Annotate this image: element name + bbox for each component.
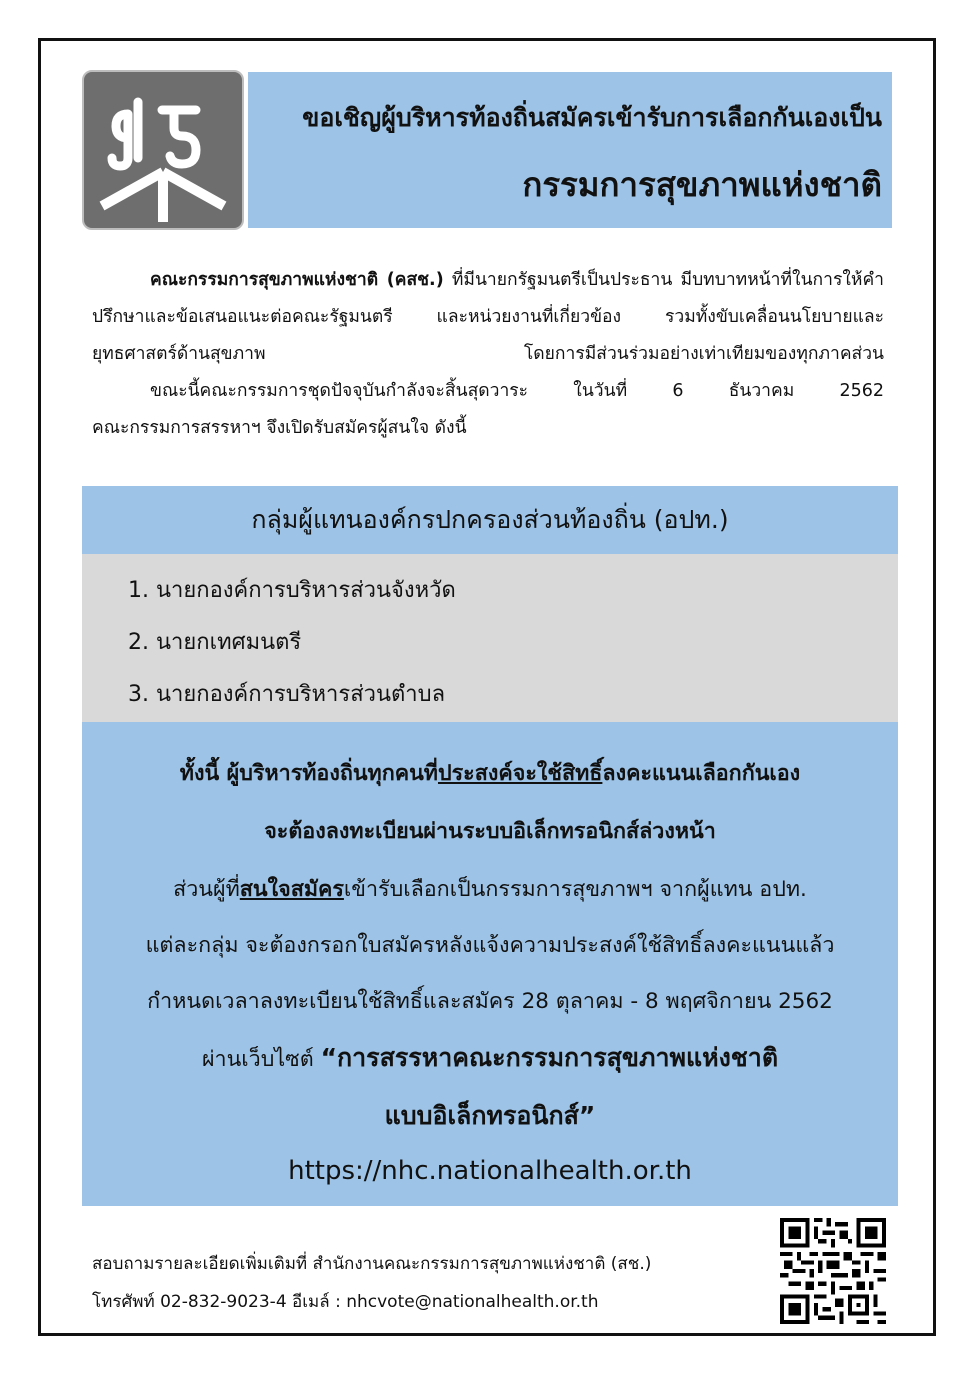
nhco-logo [82, 70, 244, 230]
notice-line-3 [82, 872, 898, 906]
notice-line-1-b: ลงคะแนนเลือกกันเอง [602, 761, 801, 786]
intro-paragraph-1 [92, 262, 884, 373]
contact-line-1: สอบถามรายละเอียดเพิ่มเติมที่ สำนักงานคณะกรรมการสุขภาพแห่งชาติ (สช.) [92, 1254, 652, 1274]
notice-line-3-b: เข้ารับเลือกเป็นกรรมการสุขภาพฯ จากผู้แทน อปท. [343, 877, 807, 902]
notice-line-7: แบบอิเล็กทรอนิกส์” [384, 1101, 596, 1130]
intro-paragraph-2-line-1: ขณะนี้คณะกรรมการชุดปัจจุบันกำลังจะสิ้นสุดวาระ ในวันที่ 6 ธันวาคม 2562 [150, 381, 884, 401]
intro-text [92, 262, 884, 447]
contact-line-2: โทรศัพท์ 02-832-9023-4 อีเมล์ : nhcvote@nationalhealth.or.th [92, 1292, 599, 1312]
intro-paragraph-1-rest: ที่มีนายกรัฐมนตรีเป็นประธาน มีบทบาทหน้าที่ในการให้คำปรึกษาและข้อเสนอแนะต่อคณะรัฐมนตรี และหน่วยงานที่เกี่ยวข้อง รวมทั้งขับเคลื่อนนโยบายและยุทธศาสตร์ด้านสุขภาพ โดยการมีส่วนร่วมอย่างเท่าเทียมของทุกภาคส่วน [92, 270, 884, 364]
nhc-name: คณะกรรมการสุขภาพแห่งชาติ (คสช.) [150, 270, 444, 290]
interested-apply-emphasis: สนใจสมัคร [239, 877, 344, 902]
group-list [82, 554, 898, 722]
header-line-1: ขอเชิญผู้บริหารท้องถิ่นสมัครเข้ารับการเลือกกันเองเป็น [302, 103, 882, 132]
header-banner [248, 72, 892, 228]
intro-paragraph-2-line-2: คณะกรรมการสรรหาฯ จึงเปิดรับสมัครผู้สนใจ ดังนี้ [92, 418, 467, 438]
notice-line-6-a: ผ่านเว็บไซต์ [201, 1047, 321, 1072]
website-url-link[interactable]: https://nhc.nationalhealth.or.th [288, 1156, 692, 1186]
list-item: 3. นายกองค์การบริหารส่วนตำบล [128, 682, 446, 707]
list-item: 1. นายกองค์การบริหารส่วนจังหวัด [128, 578, 456, 603]
notice-line-1-a: ทั้งนี้ ผู้บริหารท้องถิ่นทุกคนที่ [179, 761, 438, 786]
notice-line-4: แต่ละกลุ่ม จะต้องกรอกใบสมัครหลังแจ้งความประสงค์ใช้สิทธิ์ลงคะแนนแล้ว [145, 933, 835, 958]
notice-box [82, 722, 898, 1206]
website-name: “การสรรหาคณะกรรมการสุขภาพแห่งชาติ [320, 1043, 779, 1072]
nhco-logo-icon [84, 72, 242, 228]
notice-line-3-a: ส่วนผู้ที่ [173, 877, 240, 902]
notice-line-2: จะต้องลงทะเบียนผ่านระบบอิเล็กทรอนิกส์ล่วงหน้า [264, 819, 716, 844]
header-title: กรรมการสุขภาพแห่งชาติ [522, 165, 882, 204]
notice-line-1 [82, 756, 898, 790]
intend-to-vote-emphasis: ประสงค์จะใช้สิทธิ์ [437, 761, 603, 786]
notice-line-5: กำหนดเวลาลงทะเบียนใช้สิทธิ์และสมัคร 28 ตุลาคม - 8 พฤศจิกายน 2562 [147, 989, 833, 1014]
notice-line-6 [82, 1038, 898, 1078]
group-title: กลุ่มผู้แทนองค์กรปกครองส่วนท้องถิ่น (อปท.) [82, 486, 898, 554]
qr-code-icon[interactable] [780, 1218, 886, 1324]
list-item: 2. นายกเทศมนตรี [128, 630, 302, 655]
